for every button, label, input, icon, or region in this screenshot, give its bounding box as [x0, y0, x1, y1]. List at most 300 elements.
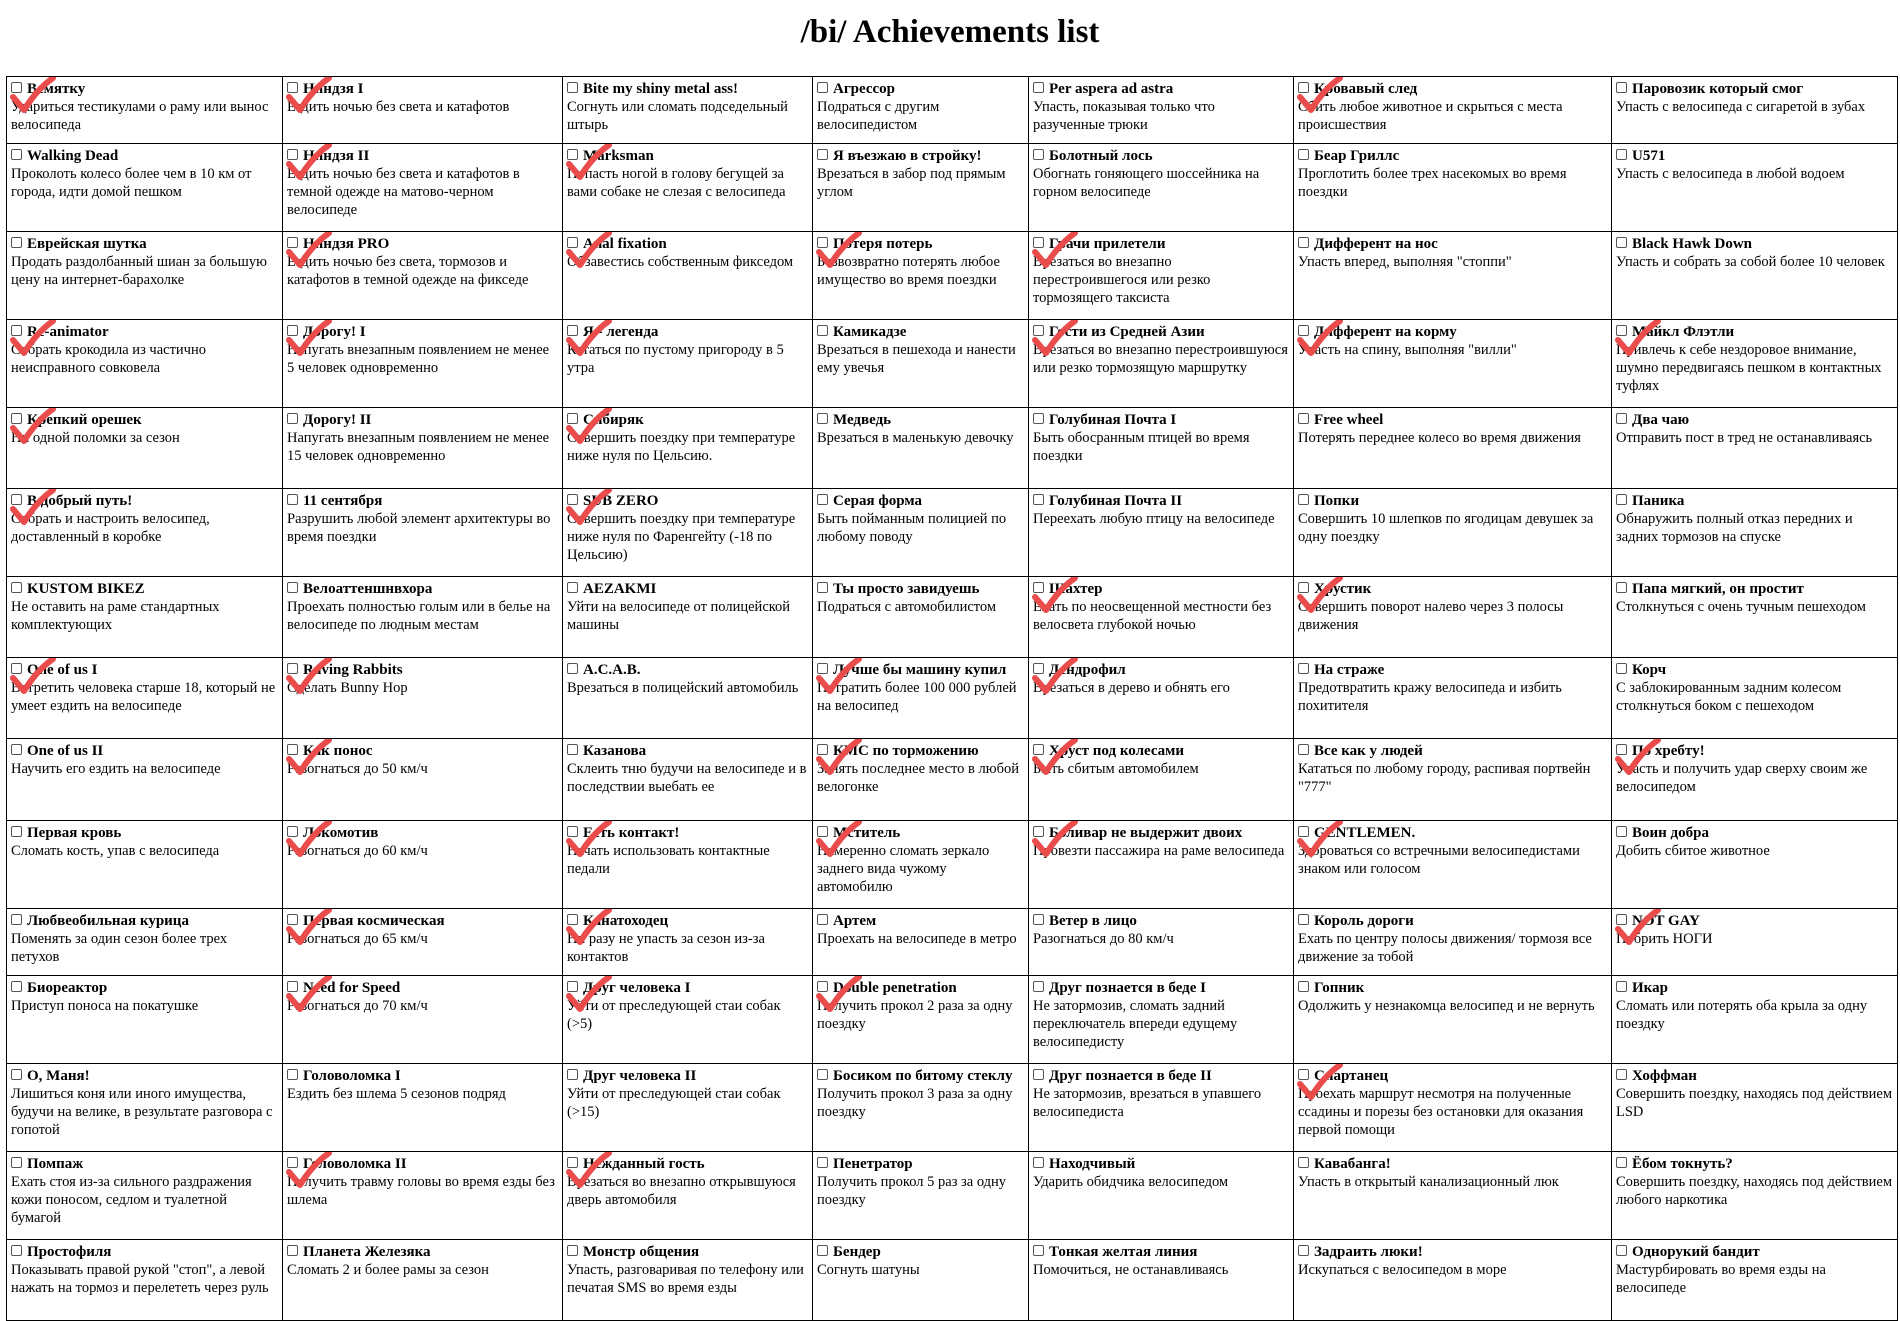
- achievement-name: Гости из Средней Азии: [1049, 324, 1205, 341]
- achievement-cell: [283, 232, 563, 320]
- achievement-checkbox[interactable]: [287, 494, 298, 505]
- achievement-checkbox[interactable]: [1298, 826, 1309, 837]
- achievement-cell: [7, 739, 283, 820]
- achievement-checkbox[interactable]: [1616, 826, 1627, 837]
- achievement-name: Ты просто завидуешь: [833, 581, 980, 598]
- achievement-checkbox[interactable]: [1033, 325, 1044, 336]
- achievement-name: Дендрофил: [1049, 662, 1126, 679]
- achievement-name: Как понос: [303, 743, 373, 760]
- achievement-checkbox[interactable]: [1298, 82, 1309, 93]
- achievement-checkbox[interactable]: [567, 663, 578, 674]
- achievement-name: Пенетратор: [833, 1155, 913, 1172]
- achievement-name: Need for Speed: [303, 979, 401, 996]
- achievement-name: Головоломка I: [303, 1067, 401, 1084]
- achievement-checkbox[interactable]: [1298, 149, 1309, 160]
- achievement-checkbox[interactable]: [1033, 1069, 1044, 1080]
- achievement-checkbox[interactable]: [1033, 82, 1044, 93]
- achievement-checkbox[interactable]: [817, 494, 828, 505]
- achievement-description: Разогнаться до 70 км/ч: [287, 997, 428, 1014]
- achievement-cell: [7, 1239, 283, 1320]
- achievement-checkbox[interactable]: [817, 826, 828, 837]
- achievement-cell: [813, 320, 1029, 408]
- achievement-checkbox[interactable]: [11, 981, 22, 992]
- achievement-name: Агрессор: [833, 81, 895, 97]
- achievement-cell: [1294, 1063, 1612, 1151]
- achievement-description: Быть обосранным птицей во время поездки: [1033, 430, 1250, 465]
- achievement-checkbox[interactable]: [1616, 1069, 1627, 1080]
- achievement-cell: [563, 144, 813, 232]
- achievement-name: Любвеобильная курица: [27, 912, 189, 929]
- achievement-name: Тонкая желтая линия: [1049, 1243, 1198, 1260]
- achievement-checkbox[interactable]: [1298, 981, 1309, 992]
- achievement-cell: [1294, 908, 1612, 975]
- achievement-cell: [1294, 739, 1612, 820]
- achievement-name: Я въезжаю в стройку!: [833, 148, 982, 165]
- achievement-name: Хоффман: [1632, 1067, 1697, 1084]
- achievement-name: Кровавый след: [1314, 81, 1418, 97]
- achievement-name: SUB ZERO: [583, 493, 659, 510]
- achievement-checkbox[interactable]: [287, 981, 298, 992]
- achievement-name: Болотный лось: [1049, 148, 1153, 165]
- achievement-description: Встретить человека старше 18, который не умеет ездить на велосипеде: [11, 680, 276, 715]
- achievement-checkbox[interactable]: [1616, 582, 1627, 593]
- achievement-description: Привлечь к себе нездоровое внимание, шумно передвигаясь пешком в контактных туфлях: [1616, 342, 1882, 395]
- achievement-checkbox[interactable]: [11, 325, 22, 336]
- achievement-row: [7, 820, 1898, 908]
- achievement-name: Walking Dead: [27, 148, 119, 165]
- achievement-description: Получить прокол 3 раза за одну поездку: [817, 1085, 1013, 1120]
- achievement-checkbox[interactable]: [817, 1157, 828, 1168]
- achievement-name: Биореактор: [27, 979, 108, 996]
- achievement-cell: [813, 408, 1029, 489]
- achievement-checkbox[interactable]: [1298, 325, 1309, 336]
- achievement-checkbox[interactable]: [1298, 914, 1309, 925]
- achievement-description: Ездить ночью без света и катафотов в темной одежде на матово-черном велосипеде: [287, 166, 520, 219]
- achievement-checkbox[interactable]: [1616, 1245, 1627, 1256]
- achievement-description: Совершить поездку при температуре ниже нуля по Цельсию.: [567, 430, 796, 465]
- achievement-checkbox[interactable]: [11, 663, 22, 674]
- achievement-cell: [1294, 77, 1612, 144]
- achievement-description: С заблокированным задним колесом столкнуться боком с пешеходом: [1616, 680, 1842, 715]
- achievement-name: Ниндзя II: [303, 148, 370, 165]
- achievement-name: Ниндзя PRO: [303, 236, 390, 253]
- achievement-description: Здороваться со встречными велосипедистами знаком или голосом: [1298, 842, 1580, 877]
- achievement-checkbox[interactable]: [11, 82, 22, 93]
- achievement-cell: [283, 77, 563, 144]
- achievement-cell: [1029, 820, 1294, 908]
- achievement-cell: [283, 1063, 563, 1151]
- achievement-row: [7, 739, 1898, 820]
- achievement-checkbox[interactable]: [567, 1245, 578, 1256]
- achievement-cell: [1612, 320, 1898, 408]
- achievement-checkbox[interactable]: [1033, 826, 1044, 837]
- achievement-name: Попки: [1314, 493, 1360, 510]
- achievement-description: Разрушить любой элемент архитектуры во время поездки: [287, 511, 551, 546]
- achievement-checkbox[interactable]: [1033, 914, 1044, 925]
- achievement-description: Приступ поноса на покатушке: [11, 997, 199, 1014]
- achievement-checkbox[interactable]: [1616, 981, 1627, 992]
- achievement-description: Мастурбировать во время езды на велосипеде: [1616, 1261, 1826, 1296]
- achievement-cell: [563, 489, 813, 577]
- achievement-cell: [1294, 489, 1612, 577]
- achievement-name: Дифферент на нос: [1314, 236, 1438, 253]
- achievement-checkbox[interactable]: [567, 914, 578, 925]
- achievement-name: Есть контакт!: [583, 824, 680, 841]
- achievement-name: Нежданный гость: [583, 1155, 705, 1172]
- achievement-name: Дифферент на корму: [1314, 324, 1457, 341]
- achievement-description: Врезаться в дерево и обнять его: [1033, 680, 1230, 697]
- achievement-cell: [7, 77, 283, 144]
- achievement-cell: [813, 739, 1029, 820]
- achievement-row: [7, 577, 1898, 658]
- achievement-checkbox[interactable]: [1033, 663, 1044, 674]
- achievement-name: В добрый путь!: [27, 493, 133, 510]
- achievement-name: Первая кровь: [27, 824, 122, 841]
- achievement-description: Попасть ногой в голову бегущей за вами собаке не слезая с велосипеда: [567, 166, 786, 201]
- achievement-checkbox[interactable]: [11, 1069, 22, 1080]
- achievement-checkbox[interactable]: [11, 149, 22, 160]
- achievement-checkbox[interactable]: [1616, 325, 1627, 336]
- achievement-checkbox[interactable]: [287, 582, 298, 593]
- achievement-name: Простофиля: [27, 1243, 112, 1260]
- achievement-checkbox[interactable]: [1616, 1157, 1627, 1168]
- achievement-description: Намеренно сломать зеркало заднего вида чужому автомобилю: [817, 842, 990, 895]
- achievement-checkbox[interactable]: [11, 1157, 22, 1168]
- achievement-cell: [1029, 577, 1294, 658]
- achievement-description: Упасть вперед, выполняя "стоппи": [1298, 254, 1512, 271]
- achievement-name: Double penetration: [833, 979, 957, 996]
- achievement-cell: [283, 739, 563, 820]
- achievement-checkbox[interactable]: [1616, 237, 1627, 248]
- achievement-name: Все как у людей: [1314, 743, 1423, 760]
- achievement-cell: [813, 1063, 1029, 1151]
- achievement-name: Marksman: [583, 148, 654, 165]
- achievement-description: Ездить ночью без света и катафотов: [287, 99, 510, 115]
- achievement-description: Согнуть шатуны: [817, 1261, 920, 1278]
- achievement-checkbox[interactable]: [287, 237, 298, 248]
- achievement-description: Продать раздолбанный шиан за большую цену на интернет-барахолке: [11, 254, 267, 289]
- achievement-checkbox[interactable]: [11, 237, 22, 248]
- achievement-checkbox[interactable]: [567, 981, 578, 992]
- achievement-checkbox[interactable]: [11, 914, 22, 925]
- achievement-description: Проехать маршрут несмотря на полученные ссадины и порезы без остановки для оказания первой помощи: [1298, 1085, 1584, 1138]
- achievement-name: Артем: [833, 912, 877, 929]
- achievement-name: Кавабанга!: [1314, 1155, 1391, 1172]
- achievement-description: Не затормозив, сломать задний переключатель впереди едущему велосипедисту: [1033, 997, 1238, 1050]
- achievement-cell: [1029, 1151, 1294, 1239]
- achievement-description: Не оставить на раме стандартных комплектующих: [11, 599, 220, 634]
- achievement-description: Совершить поездку при температуре ниже нуля по Фаренгейту (-18 по Цельсию): [567, 511, 796, 564]
- achievement-checkbox[interactable]: [1298, 744, 1309, 755]
- achievement-description: Проглотить более трех насекомых во время поездки: [1298, 166, 1567, 201]
- achievement-checkbox[interactable]: [11, 494, 22, 505]
- achievement-description: Проехать на велосипеде в метро: [817, 930, 1017, 947]
- achievement-name: Босиком по битому стеклу: [833, 1067, 1013, 1084]
- achievement-cell: [1612, 489, 1898, 577]
- achievement-checkbox[interactable]: [1616, 663, 1627, 674]
- achievement-description: Кататься по пустому пригороду в 5 утра: [567, 342, 784, 377]
- achievement-cell: [283, 408, 563, 489]
- achievement-checkbox[interactable]: [1298, 663, 1309, 674]
- achievement-description: Искупаться с велосипедом в море: [1298, 1261, 1507, 1278]
- achievement-cell: [563, 320, 813, 408]
- achievement-description: Врезаться в пешехода и нанести ему увечья: [817, 342, 1016, 377]
- achievement-cell: [283, 820, 563, 908]
- achievement-checkbox[interactable]: [287, 663, 298, 674]
- achievement-cell: [1612, 77, 1898, 144]
- achievement-description: Сломать кость, упав с велосипеда: [11, 842, 220, 859]
- achievement-checkbox[interactable]: [567, 1069, 578, 1080]
- achievement-description: Врезаться в маленькую девочку: [817, 430, 1014, 447]
- achievement-cell: [563, 408, 813, 489]
- achievement-cell: [563, 739, 813, 820]
- achievement-cell: [813, 1151, 1029, 1239]
- achievement-description: Врезаться во внезапно перестроившуюся или резко тормозящую маршрутку: [1033, 342, 1288, 377]
- achievement-checkbox[interactable]: [11, 826, 22, 837]
- achievement-checkbox[interactable]: [567, 1157, 578, 1168]
- achievement-description: Показывать правой рукой "стоп", а левой нажать на тормоз и перелететь через руль: [11, 1261, 269, 1296]
- achievement-checkbox[interactable]: [287, 82, 298, 93]
- achievement-description: Упасть, разговаривая по телефону или печатая SMS во время езды: [567, 1261, 804, 1296]
- achievement-cell: [563, 232, 813, 320]
- achievement-cell: [813, 144, 1029, 232]
- achievement-row: [7, 232, 1898, 320]
- achievement-checkbox[interactable]: [287, 744, 298, 755]
- achievement-cell: [7, 144, 283, 232]
- achievement-checkbox[interactable]: [817, 413, 828, 424]
- achievement-checkbox[interactable]: [817, 1069, 828, 1080]
- achievement-cell: [283, 320, 563, 408]
- achievement-name: Гопник: [1314, 979, 1365, 996]
- achievement-description: Побрить НОГИ: [1616, 930, 1713, 947]
- achievement-checkbox[interactable]: [817, 325, 828, 336]
- achievement-checkbox[interactable]: [567, 494, 578, 505]
- achievement-description: Упасть на спину, выполняя "вилли": [1298, 342, 1517, 359]
- achievement-checkbox[interactable]: [287, 325, 298, 336]
- achievement-name: Локомотив: [303, 824, 379, 841]
- achievement-name: Первая космическая: [303, 912, 445, 929]
- achievement-cell: [1029, 658, 1294, 739]
- achievement-name: One of us II: [27, 743, 104, 760]
- achievement-cell: [7, 1063, 283, 1151]
- achievement-description: Упасть, показывая только что разученные трюки: [1033, 99, 1215, 133]
- achievement-cell: [1612, 739, 1898, 820]
- achievement-description: Совершить поездку, находясь под действием LSD: [1616, 1085, 1893, 1120]
- achievement-checkbox[interactable]: [567, 744, 578, 755]
- achievement-checkbox[interactable]: [1033, 981, 1044, 992]
- achievement-description: Сломать 2 и более рамы за сезон: [287, 1261, 489, 1278]
- achievement-cell: [813, 975, 1029, 1063]
- achievement-checkbox[interactable]: [1616, 149, 1627, 160]
- achievement-description: Столкнуться с очень тучным пешеходом: [1616, 599, 1866, 616]
- achievement-name: Король дороги: [1314, 912, 1414, 929]
- achievement-cell: [563, 577, 813, 658]
- achievement-name: Спартанец: [1314, 1067, 1389, 1084]
- achievement-checkbox[interactable]: [1033, 494, 1044, 505]
- achievement-description: Провезти пассажира на раме велосипеда: [1033, 842, 1285, 859]
- achievement-checkbox[interactable]: [567, 826, 578, 837]
- achievement-checkbox[interactable]: [1033, 1157, 1044, 1168]
- achievement-description: Обогнать гоняющего шоссейника на горном велосипеде: [1033, 166, 1260, 201]
- achievement-row: [7, 77, 1898, 144]
- achievement-checkbox[interactable]: [1298, 1245, 1309, 1256]
- achievement-checkbox[interactable]: [1616, 413, 1627, 424]
- achievement-name: На страже: [1314, 662, 1385, 679]
- achievement-name: Планета Железяка: [303, 1243, 431, 1260]
- achievement-checkbox[interactable]: [287, 149, 298, 160]
- achievement-name: 11 сентября: [303, 493, 383, 510]
- achievement-name: Free wheel: [1314, 412, 1384, 429]
- achievement-checkbox[interactable]: [567, 413, 578, 424]
- achievement-description: Собрать крокодила из частично неисправного совковела: [11, 342, 206, 377]
- achievement-checkbox[interactable]: [567, 325, 578, 336]
- achievement-name: Ветер в лицо: [1049, 912, 1137, 929]
- achievement-cell: [813, 232, 1029, 320]
- achievement-name: A.C.A.B.: [583, 662, 641, 679]
- achievement-name: Bite my shiny metal ass!: [583, 81, 738, 97]
- achievement-checkbox[interactable]: [287, 1157, 298, 1168]
- achievement-name: One of us I: [27, 662, 98, 679]
- achievement-checkbox[interactable]: [567, 582, 578, 593]
- achievement-cell: [1029, 739, 1294, 820]
- achievement-name: Крепкий орешек: [27, 412, 142, 429]
- achievement-name: Паровозик который смог: [1632, 81, 1804, 97]
- achievement-name: КМС по торможению: [833, 743, 979, 760]
- achievement-checkbox[interactable]: [817, 1245, 828, 1256]
- achievement-checkbox[interactable]: [11, 582, 22, 593]
- achievement-checkbox[interactable]: [1033, 744, 1044, 755]
- achievement-description: Совершить 10 шлепков по ягодицам девушек за одну поездку: [1298, 511, 1594, 546]
- achievement-checkbox[interactable]: [1298, 237, 1309, 248]
- achievement-name: Камикадзе: [833, 324, 907, 341]
- achievement-row: [7, 658, 1898, 739]
- achievement-name: Два чаю: [1632, 412, 1690, 429]
- achievement-checkbox[interactable]: [1616, 494, 1627, 505]
- achievement-cell: [7, 408, 283, 489]
- achievement-cell: [813, 908, 1029, 975]
- achievement-cell: [1612, 1239, 1898, 1320]
- achievement-checkbox[interactable]: [1298, 413, 1309, 424]
- achievement-checkbox[interactable]: [11, 1245, 22, 1256]
- achievement-name: NOT GAY: [1632, 912, 1700, 929]
- achievement-description: Склеить тню будучи на велосипеде и в последствии выебать ее: [567, 761, 807, 796]
- achievement-row: [7, 908, 1898, 975]
- achievement-cell: [563, 908, 813, 975]
- achievement-checkbox[interactable]: [567, 82, 578, 93]
- achievement-checkbox[interactable]: [1616, 914, 1627, 925]
- achievement-checkbox[interactable]: [1033, 582, 1044, 593]
- page-title: /bi/ Achievements list: [800, 14, 1100, 50]
- achievement-description: Разогнаться до 60 км/ч: [287, 842, 428, 859]
- achievement-name: Ёбом токнуть?: [1632, 1155, 1733, 1172]
- achievement-checkbox[interactable]: [1033, 1245, 1044, 1256]
- achievement-checkbox[interactable]: [1298, 1157, 1309, 1168]
- achievement-cell: [7, 1151, 283, 1239]
- achievement-name: Воин добра: [1632, 824, 1709, 841]
- achievement-description: Занять последнее место в любой велогонке: [817, 761, 1019, 796]
- achievement-checkbox[interactable]: [817, 582, 828, 593]
- achievement-checkbox[interactable]: [817, 237, 828, 248]
- achievement-checkbox[interactable]: [1298, 1069, 1309, 1080]
- achievement-description: Одолжить у незнакомца велосипед и не вернуть: [1298, 997, 1595, 1014]
- achievement-row: [7, 1063, 1898, 1151]
- achievement-name: Per aspera ad astra: [1049, 81, 1174, 97]
- achievement-description: Подраться с автомобилистом: [817, 599, 997, 616]
- achievement-cell: [1294, 658, 1612, 739]
- achievement-checkbox[interactable]: [1616, 744, 1627, 755]
- achievement-checkbox[interactable]: [1298, 582, 1309, 593]
- achievement-cell: [1029, 1063, 1294, 1151]
- achievement-checkbox[interactable]: [817, 744, 828, 755]
- achievement-name: Друг человека II: [583, 1067, 697, 1084]
- achievement-checkbox[interactable]: [817, 149, 828, 160]
- achievement-checkbox[interactable]: [567, 149, 578, 160]
- achievement-description: Удариться тестикулами о раму или вынос велосипеда: [11, 99, 269, 133]
- achievement-row: [7, 975, 1898, 1063]
- achievement-checkbox[interactable]: [11, 413, 22, 424]
- achievement-checkbox[interactable]: [287, 826, 298, 837]
- achievement-description: Напугать внезапным появлением не менее 15 человек одновременно: [287, 430, 550, 465]
- achievement-description: Не затормозив, врезаться в упавшего велосипедиста: [1033, 1085, 1262, 1120]
- achievement-row: [7, 408, 1898, 489]
- achievement-checkbox[interactable]: [287, 1069, 298, 1080]
- achievement-cell: [563, 975, 813, 1063]
- achievement-name: Лучше бы машину купил: [833, 662, 1007, 679]
- achievement-cell: [283, 658, 563, 739]
- achievement-checkbox[interactable]: [817, 82, 828, 93]
- achievement-cell: [563, 1151, 813, 1239]
- achievement-description: Поменять за один сезон более трех петухов: [11, 930, 228, 965]
- achievement-cell: [1294, 1151, 1612, 1239]
- achievement-name: Re-animator: [27, 324, 109, 341]
- achievement-checkbox[interactable]: [567, 237, 578, 248]
- achievement-checkbox[interactable]: [287, 1245, 298, 1256]
- achievement-cell: [563, 820, 813, 908]
- achievement-name: Ниндзя I: [303, 81, 364, 97]
- achievement-description: Проколоть колесо более чем в 10 км от города, идти домой пешком: [11, 166, 252, 201]
- achievement-cell: [1029, 320, 1294, 408]
- achievement-name: Друг человека I: [583, 979, 691, 996]
- achievement-checkbox[interactable]: [1033, 237, 1044, 248]
- achievement-cell: [1612, 232, 1898, 320]
- achievement-checkbox[interactable]: [11, 744, 22, 755]
- achievement-checkbox[interactable]: [817, 981, 828, 992]
- achievement-name: Паника: [1632, 493, 1685, 510]
- achievement-checkbox[interactable]: [1616, 82, 1627, 93]
- achievement-name: GENTLEMEN.: [1314, 824, 1416, 841]
- achievement-row: [7, 1239, 1898, 1320]
- achievement-name: Велоаттеншнвхора: [303, 581, 433, 598]
- achievement-description: Уйти от преследующей стаи собак (>15): [567, 1085, 781, 1120]
- achievement-checkbox[interactable]: [287, 413, 298, 424]
- achievement-checkbox[interactable]: [1298, 494, 1309, 505]
- achievement-description: Предотвратить кражу велосипеда и избить похитителя: [1298, 680, 1562, 715]
- achievement-checkbox[interactable]: [1033, 413, 1044, 424]
- achievement-checkbox[interactable]: [817, 914, 828, 925]
- achievement-cell: [1294, 320, 1612, 408]
- achievement-checkbox[interactable]: [287, 914, 298, 925]
- achievement-description: Уйти от преследующей стаи собак (>5): [567, 997, 781, 1032]
- achievement-cell: [1029, 489, 1294, 577]
- achievement-cell: [1294, 144, 1612, 232]
- achievement-description: Упасть с велосипеда в любой водоем: [1616, 166, 1845, 183]
- achievement-checkbox[interactable]: [1033, 149, 1044, 160]
- achievement-description: Лишиться коня или иного имущества, будучи на велике, в результате разговора с гопотой: [11, 1085, 273, 1138]
- achievement-cell: [1612, 1151, 1898, 1239]
- achievement-description: Начать использовать контактные педали: [567, 842, 770, 877]
- achievement-checkbox[interactable]: [817, 663, 828, 674]
- achievement-description: Упасть с велосипеда с сигаретой в зубах: [1616, 99, 1866, 115]
